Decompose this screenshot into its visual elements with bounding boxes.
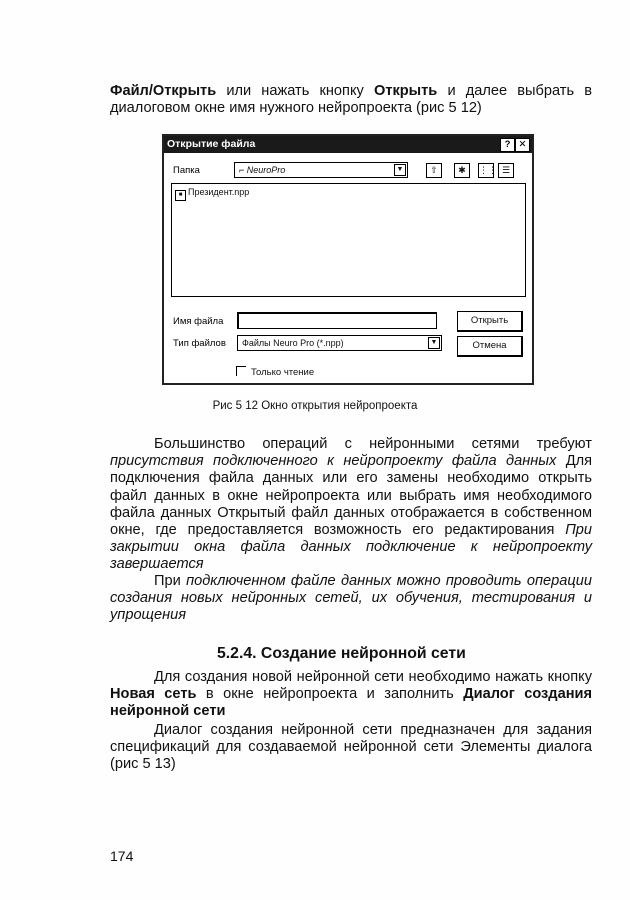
page-number: 174: [110, 848, 134, 864]
paragraph-operations: Большинство операций с нейронными сетями требуют присутствия подключенного к нейропроекту файла данных Для подключения файла данных или его замены необходимо открыть файл данных в окне нейропроекта или выбрать имя необходимого файла данных Открытый файл данных отображается в собственном окне, где предоставляется возможность его редактирования При закрытии окна файла данных подключение к нейропроекту завершается: [110, 436, 592, 573]
paragraph-create-network: Для создания новой нейронной сети необходимо нажать кнопку Новая сеть в окне нейропроекта и заполнить Диалог создания нейронной сети: [110, 669, 592, 720]
readonly-checkbox[interactable]: Только чтение: [236, 366, 314, 378]
list-item[interactable]: ■ Президент.npp: [175, 187, 249, 201]
folder-label: Папка: [173, 165, 200, 176]
filename-input[interactable]: [237, 312, 437, 329]
intro-paragraph: Файл/Открыть или нажать кнопку Открыть и далее выбрать в диалоговом окне имя нужного нейропроекта (рис 5 12): [110, 83, 592, 117]
dialog-title: Открытие файла: [167, 138, 256, 150]
open-file-dialog: [162, 134, 534, 385]
dialog-title-bar: [164, 136, 532, 153]
figure-caption: Рис 5 12 Окно открытия нейропроекта: [212, 400, 418, 412]
open-button[interactable]: Открыть: [457, 311, 523, 332]
file-icon: ■: [175, 190, 186, 201]
close-button[interactable]: ✕: [515, 138, 530, 152]
help-button[interactable]: ?: [500, 138, 515, 152]
folder-icon: ⌐: [239, 165, 245, 175]
file-list[interactable]: [171, 183, 526, 297]
checkbox-box[interactable]: [236, 366, 246, 376]
section-heading: 5.2.4. Создание нейронной сети: [217, 645, 466, 662]
filetype-value: Файлы Neuro Pro (*.npp): [242, 338, 344, 348]
paragraph-connected-file: При подключенном файле данных можно проводить операции создания новых нейронных сетей, их обучения, тестирования и упрощения: [110, 573, 592, 624]
folder-value: NeuroPro: [246, 165, 286, 175]
new-folder-icon[interactable]: ✱: [454, 163, 470, 178]
filename-label: Имя файла: [173, 316, 224, 327]
cancel-button[interactable]: Отмена: [457, 336, 523, 357]
paragraph-dialog-purpose: Диалог создания нейронной сети предназначен для задания спецификаций для создаваемой нейронной сети Элементы диалога (рис 5 13): [110, 722, 592, 773]
filetype-select[interactable]: [237, 335, 442, 351]
up-folder-icon[interactable]: ⇧: [426, 163, 442, 178]
list-view-icon[interactable]: ⋮⋮: [478, 163, 494, 178]
chevron-down-icon[interactable]: ▼: [394, 164, 406, 176]
details-view-icon[interactable]: ☰: [498, 163, 514, 178]
folder-select[interactable]: [234, 162, 408, 178]
chevron-down-icon[interactable]: ▼: [428, 337, 440, 349]
filetype-label: Тип файлов: [173, 338, 226, 349]
